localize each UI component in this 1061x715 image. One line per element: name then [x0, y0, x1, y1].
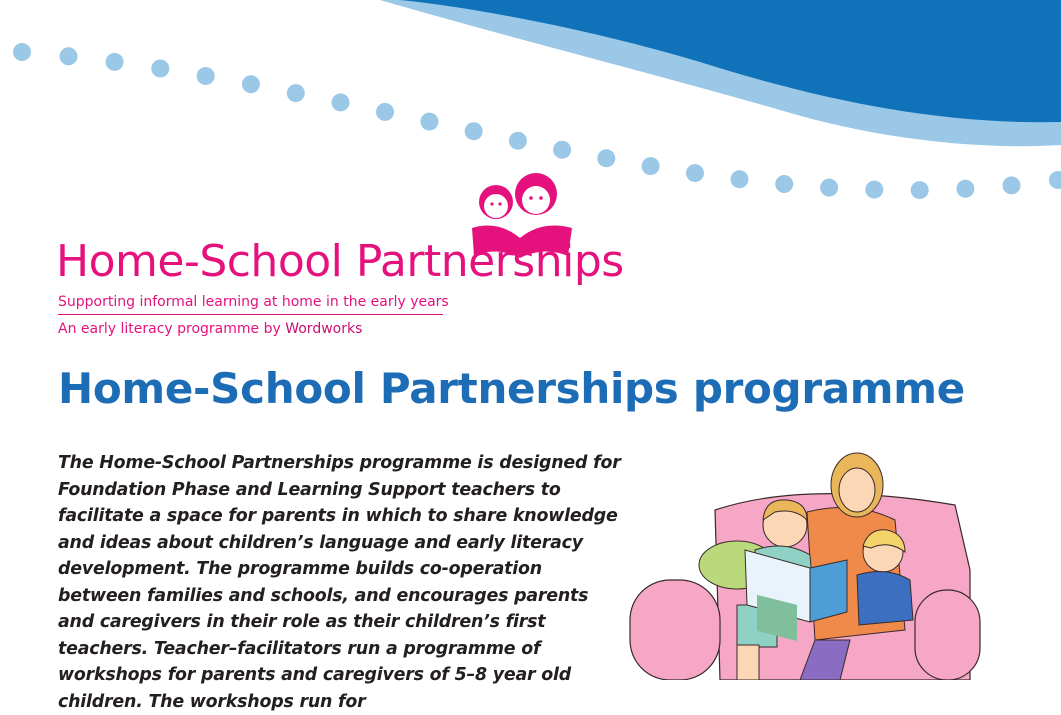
decor-dot	[1003, 176, 1021, 194]
decor-dot	[420, 113, 438, 131]
byline-prefix: An early literacy programme by	[58, 321, 286, 337]
decor-dot	[642, 157, 660, 175]
decor-dot	[775, 175, 793, 193]
decor-dot	[197, 67, 215, 85]
decor-dot	[287, 84, 305, 102]
decor-dot	[13, 43, 31, 61]
decor-dot	[60, 47, 78, 65]
decor-dot	[820, 179, 838, 197]
brand-title: Home-School Partnerships	[56, 236, 624, 287]
intro-paragraph: The Home-School Partnerships programme is designed for Foundation Phase and Learning Support teachers to facilitate a space for parents in which to share knowledge and ideas about children’s language and early literacy development. The programme builds co-operation between families and schools, and encourages parents and caregivers in their role as their children’s first teachers. Teacher–facilitators run a programme of workshops for parents and caregivers of 5–8 year old children. The workshops run for	[58, 453, 621, 712]
page-title: Home-School Partnerships programme	[58, 364, 965, 413]
decor-dot	[956, 180, 974, 198]
brand-byline	[58, 321, 362, 337]
decor-dot	[151, 60, 169, 78]
decor-dot	[553, 141, 571, 159]
brand-tagline: Supporting informal learning at home in the early years	[58, 294, 443, 315]
decor-dot	[911, 181, 929, 199]
decor-dot	[376, 103, 394, 121]
decor-dot	[332, 93, 350, 111]
byline-org: Wordworks	[285, 321, 363, 337]
decor-dot	[865, 181, 883, 199]
decor-dot	[597, 149, 615, 167]
decor-dot	[1049, 171, 1061, 189]
decor-dot	[731, 170, 749, 188]
decor-dot	[686, 164, 704, 182]
decor-dot	[106, 53, 124, 71]
family-reading-illustration	[625, 440, 985, 680]
decor-dot	[242, 75, 260, 93]
decor-dot	[509, 132, 527, 150]
decor-dot	[465, 122, 483, 140]
